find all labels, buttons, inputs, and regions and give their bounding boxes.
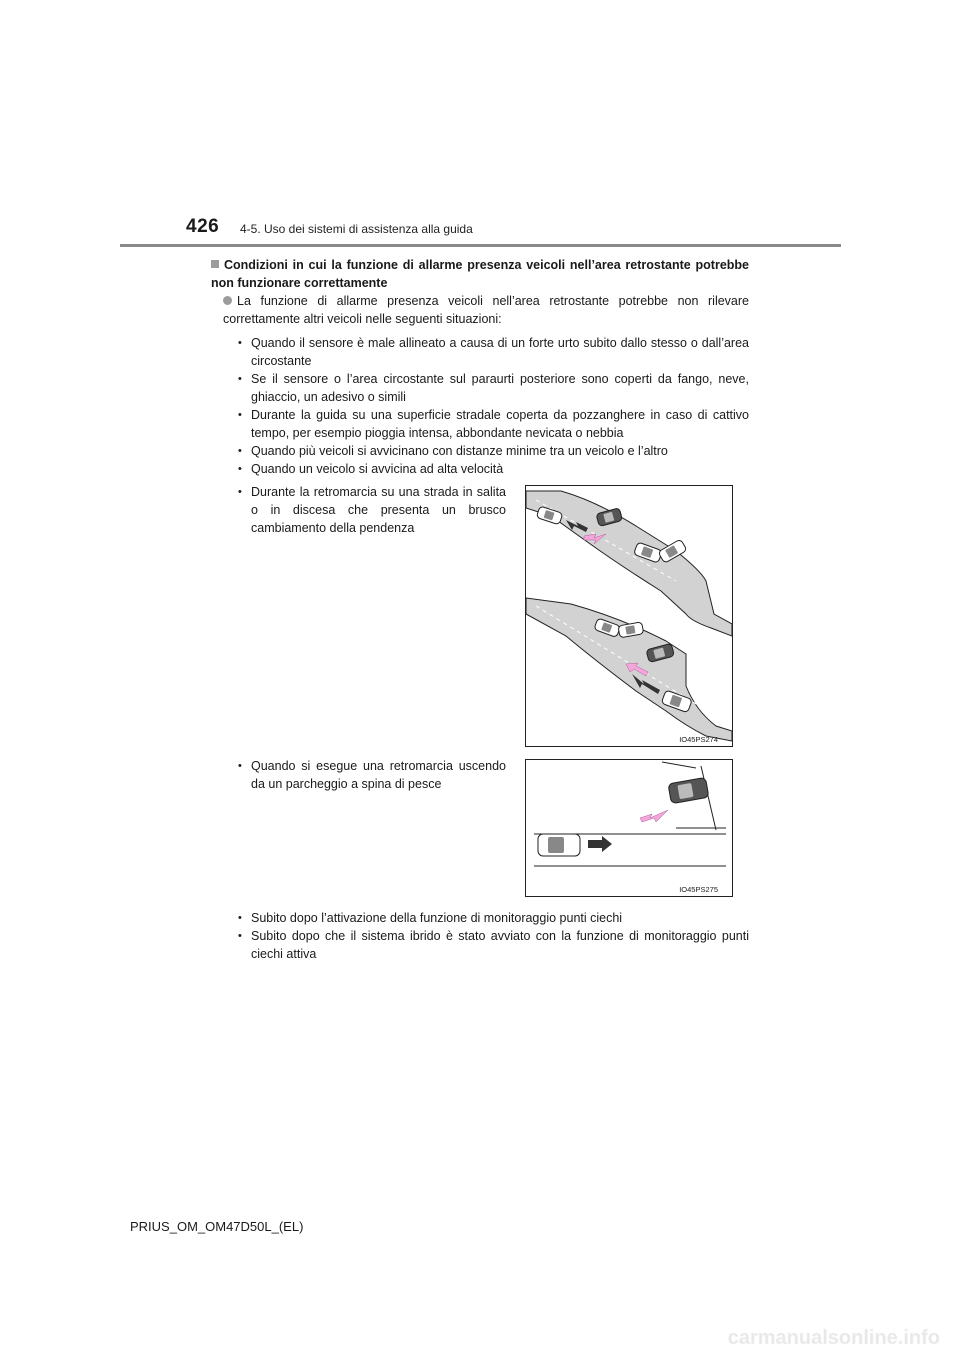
watermark-logo — [702, 1322, 942, 1352]
bullet-intro-text: La funzione di allarme presenza veicoli nell’area retrostante potrebbe non rilevare correttamente altri veicoli nelle seguenti situazioni: — [223, 294, 749, 326]
bullet-intro — [223, 292, 749, 328]
angled-parking-situation — [238, 757, 506, 793]
document-code: PRIUS_OM_OM47D50L_(EL) — [130, 1219, 304, 1234]
list-item: • Subito dopo l’attivazione della funzione di monitoraggio punti ciechi — [238, 909, 749, 927]
list-item: • Se il sensore o l’area circostante sul paraurti posteriore sono coperti da fango, neve, ghiaccio, un adesivo o simili — [238, 370, 749, 406]
list-item: • Quando il sensore è male allineato a causa di un forte urto subito dallo stesso o dall’area circostante — [238, 334, 749, 370]
list-item: • Quando si esegue una retromarcia uscendo da un parcheggio a spina di pesce — [238, 757, 506, 793]
final-situation-list — [238, 909, 749, 963]
circle-bullet-icon — [223, 296, 232, 305]
slope-situation — [238, 483, 506, 537]
situation-list — [238, 334, 749, 478]
parking-figure — [525, 759, 733, 897]
condition-heading-text: Condizioni in cui la funzione di allarme presenza veicoli nell’area retrostante potrebbe non funzionare correttamente — [211, 258, 749, 290]
svg-text:carmanualsonline.info: carmanualsonline.info — [727, 1327, 940, 1349]
square-bullet-icon — [211, 260, 219, 268]
condition-heading — [211, 256, 749, 292]
page-number: 426 — [186, 216, 220, 237]
list-item: • Subito dopo che il sistema ibrido è stato avviato con la funzione di monitoraggio punti ciechi attiva — [238, 927, 749, 963]
figure-code: IO45PS275 — [679, 885, 718, 894]
list-item: • Quando più veicoli si avvicinano con distanze minime tra un veicolo e l’altro — [238, 442, 749, 460]
list-item: • Durante la retromarcia su una strada in salita o in discesa che presenta un brusco cambiamento della pendenza — [238, 483, 506, 537]
angled-parking-illustration-icon — [526, 760, 732, 896]
list-item: • Quando un veicolo si avvicina ad alta velocità — [238, 460, 749, 478]
figure-code: IO45PS274 — [679, 735, 718, 744]
slope-figure — [525, 485, 733, 747]
slope-reversing-illustration-icon — [526, 486, 732, 746]
list-item: • Durante la guida su una superficie stradale coperta da pozzanghere in caso di cattivo tempo, per esempio pioggia intensa, abbondante nevicata o nebbia — [238, 406, 749, 442]
section-title: 4-5. Uso dei sistemi di assistenza alla guida — [240, 222, 473, 236]
header-divider — [120, 244, 841, 247]
